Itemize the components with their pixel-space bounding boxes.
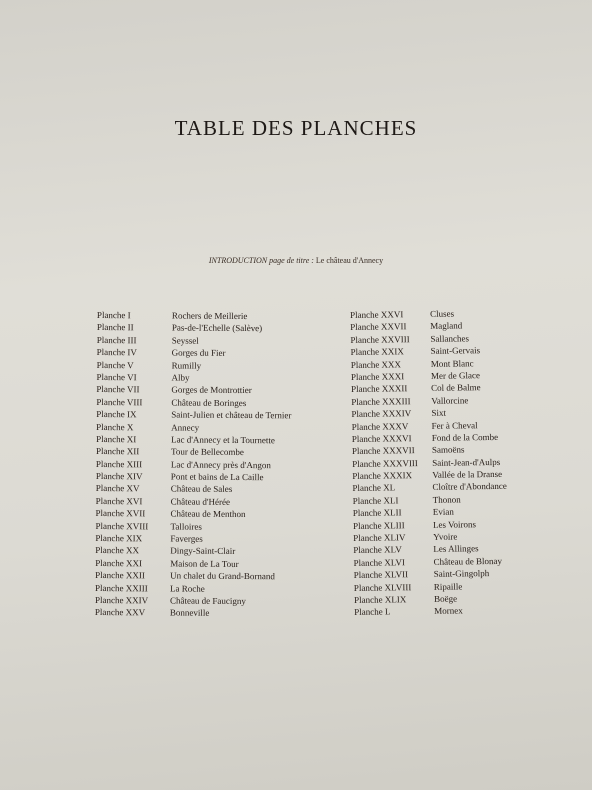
plate-number: Planche XIX <box>95 533 143 544</box>
plate-number: Planche XLIX <box>353 594 407 605</box>
plate-title: Mer de Glace <box>430 370 480 381</box>
intro-subtitle: page de titre : <box>269 256 314 265</box>
plate-title: Fond de la Combe <box>431 431 499 443</box>
plate-title: Sallanches <box>430 333 469 344</box>
plate-number: Planche XIII <box>95 458 143 470</box>
plate-title: Cluses <box>430 308 455 319</box>
plate-number: Planche XVII <box>95 508 146 519</box>
plate-title: Thonon <box>432 494 461 505</box>
plate-title: Château d'Hérée <box>170 496 231 507</box>
plate-title: Fer à Cheval <box>431 419 478 431</box>
plate-title: Tour de Bellecombe <box>170 446 244 458</box>
plate-number: Planche XXXI <box>350 371 405 382</box>
plate-number: Planche II <box>96 322 134 333</box>
plate-title: Evian <box>432 506 454 518</box>
plate-number: Planche XXIX <box>350 346 404 358</box>
plate-number: Planche XXI <box>95 557 143 569</box>
plate-title: Vallée de la Dranse <box>432 468 503 480</box>
plate-number: Planche XXXVI <box>351 433 412 444</box>
plate-title: Seyssel <box>171 335 199 346</box>
plate-number: Planche XI <box>96 433 137 445</box>
plate-title: La Roche <box>170 583 205 594</box>
plate-number: Planche XXXIV <box>351 408 412 420</box>
plate-number: Planche XLII <box>352 507 402 519</box>
plate-number: Planche XL <box>352 482 396 494</box>
plate-title: Gorges du Fier <box>171 347 226 359</box>
plate-number: Planche XVI <box>95 495 143 507</box>
plate-number: Planche XLVI <box>353 557 406 568</box>
plate-title: Saint-Gingolph <box>433 568 490 580</box>
plate-title: Ripaille <box>433 581 463 592</box>
plate-title: Saint-Gervais <box>430 345 481 357</box>
plate-number: Planche XV <box>95 483 140 494</box>
plate-title: Château de Faucigny <box>169 595 246 607</box>
plate-number: Planche L <box>354 606 391 618</box>
plates-list-right <box>350 308 507 619</box>
plate-title: Lac d'Annecy et la Tournette <box>171 434 275 446</box>
plate-title: Annecy <box>171 422 200 433</box>
plate-number: Planche XXXII <box>351 383 408 395</box>
plate-number: Planche XXXIII <box>351 395 411 407</box>
plates-list-left <box>94 309 292 619</box>
plate-number: Planche XXIII <box>95 582 148 593</box>
plate-number: Planche XXX <box>350 358 402 370</box>
introduction-line <box>0 256 592 265</box>
plate-title: Boëge <box>433 593 458 604</box>
plate-title: Saint-Jean-d'Aulps <box>432 456 501 468</box>
plate-title: Talloires <box>170 521 202 532</box>
plate-number: Planche XLV <box>353 544 402 556</box>
plate-number: Planche XXXVII <box>351 445 415 457</box>
plate-title: Samoëns <box>431 444 465 456</box>
page-title: TABLE DES PLANCHES <box>174 116 418 140</box>
plate-title: Lac d'Annecy près d'Angon <box>170 459 271 470</box>
plate-number: Planche XXXIX <box>352 470 413 482</box>
plate-number: Planche III <box>96 334 137 346</box>
plate-number: Planche XII <box>95 446 140 457</box>
plate-title: Faverges <box>170 533 203 544</box>
plate-title: Pas-de-l'Echelle (Salève) <box>171 322 263 334</box>
plate-title: Gorges de Montrottier <box>171 384 252 396</box>
plate-number: Planche X <box>96 421 134 432</box>
plate-number: Planche I <box>96 309 131 321</box>
plate-number: Planche XXVI <box>350 309 404 320</box>
plate-number: Planche XLVII <box>353 569 409 581</box>
plate-title: Cloître d'Abondance <box>432 481 507 493</box>
plate-title: Vallorcine <box>431 395 469 406</box>
plate-number: Planche VI <box>96 371 137 383</box>
plate-title: Pont et bains de La Caille <box>170 471 264 483</box>
plate-title: Château de Menthon <box>170 508 246 520</box>
plate-title: Mornex <box>434 605 463 617</box>
plate-number: Planche XXVIII <box>350 333 410 345</box>
plate-title: Col de Balme <box>431 382 481 394</box>
plate-title: Les Voirons <box>432 518 477 530</box>
plate-number: Planche XIV <box>95 471 143 482</box>
plate-title: Alby <box>171 372 190 383</box>
plate-title: Dingy-Saint-Clair <box>170 545 236 557</box>
plate-title: Yvoire <box>433 531 458 542</box>
plate-number: Planche XXV <box>94 607 146 618</box>
plate-number: Planche XX <box>95 545 140 556</box>
intro-text: Le château d'Annecy <box>315 256 384 265</box>
plate-title: Magland <box>430 320 463 332</box>
plate-number: Planche IX <box>96 409 137 420</box>
plate-number: Planche XXXV <box>351 420 409 432</box>
plate-number: Planche XXIV <box>94 594 149 606</box>
plate-number: Planche XXXVIII <box>352 457 418 469</box>
plate-title: Maison de La Tour <box>170 558 239 569</box>
intro-label: INTRODUCTION <box>208 256 268 265</box>
plate-title: Château de Blonay <box>433 555 503 567</box>
plate-number: Planche XLIII <box>352 519 405 531</box>
plate-number: Planche XLI <box>352 495 399 506</box>
plate-title: Rumilly <box>171 360 202 371</box>
plate-number: Planche VIII <box>96 396 143 408</box>
plate-title: Sixt <box>431 407 447 418</box>
plate-number: Planche IV <box>96 347 137 358</box>
plate-title: Bonneville <box>169 607 210 619</box>
plate-title: Saint-Julien et château de Ternier <box>171 409 292 421</box>
plate-number: Planche XLVIII <box>353 581 412 593</box>
plate-title: Les Allinges <box>433 543 479 555</box>
plate-number: Planche XLIV <box>353 532 406 544</box>
plate-title: Château de Sales <box>170 483 233 495</box>
plate-number: Planche V <box>96 359 134 370</box>
plate-title: Château de Boringes <box>171 397 247 408</box>
plate-number: Planche XXVII <box>350 321 407 333</box>
plate-title: Un chalet du Grand-Bornand <box>170 570 275 582</box>
plate-number: Planche XVIII <box>95 520 149 532</box>
plate-number: Planche VII <box>96 384 140 395</box>
plate-title: Mont Blanc <box>430 357 474 369</box>
plate-number: Planche XXII <box>95 570 145 581</box>
plate-title: Rochers de Meillerie <box>171 310 248 322</box>
